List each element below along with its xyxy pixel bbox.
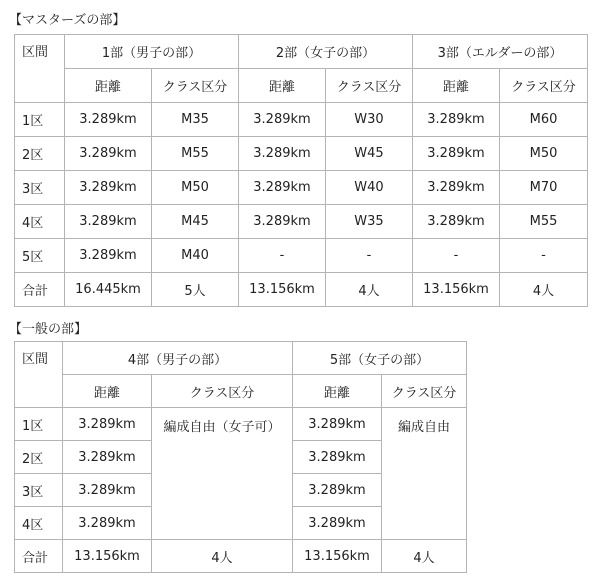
- general-distance-header: 距離: [293, 375, 382, 408]
- total-distance-cell: 16.445km: [65, 273, 152, 307]
- masters-corner-header: 区間: [15, 35, 65, 103]
- class-cell: M50: [152, 171, 239, 205]
- class-cell: M70: [500, 171, 588, 205]
- general-header-row: [15, 342, 467, 375]
- masters-distance-header: 距離: [239, 69, 326, 103]
- leg-label: 5区: [15, 239, 65, 273]
- total-count-cell: 5人: [152, 273, 239, 307]
- table-row: [15, 239, 588, 273]
- total-count-cell: 4人: [382, 540, 467, 573]
- distance-cell: 3.289km: [65, 171, 152, 205]
- distance-cell: 3.289km: [63, 507, 152, 540]
- class-cell: M35: [152, 103, 239, 137]
- division-5-class-note: 編成自由: [382, 408, 467, 540]
- distance-cell: 3.289km: [293, 408, 382, 441]
- class-cell: M55: [500, 205, 588, 239]
- distance-cell: 3.289km: [65, 205, 152, 239]
- class-cell: W40: [326, 171, 413, 205]
- total-row: [15, 540, 467, 573]
- distance-cell: 3.289km: [413, 137, 500, 171]
- masters-class-header: クラス区分: [500, 69, 588, 103]
- class-cell: -: [326, 239, 413, 273]
- masters-distance-header: 距離: [65, 69, 152, 103]
- class-cell: M50: [500, 137, 588, 171]
- masters-table: [14, 34, 588, 307]
- total-label: 合計: [15, 540, 63, 573]
- distance-cell: 3.289km: [293, 474, 382, 507]
- class-cell: M40: [152, 239, 239, 273]
- distance-cell: 3.289km: [239, 205, 326, 239]
- distance-cell: 3.289km: [65, 103, 152, 137]
- masters-header-row: [15, 35, 588, 69]
- distance-cell: 3.289km: [413, 205, 500, 239]
- general-subheader-row: [15, 375, 467, 408]
- total-distance-cell: 13.156km: [63, 540, 152, 573]
- division-4-class-note: 編成自由（女子可）: [152, 408, 293, 540]
- masters-class-header: クラス区分: [152, 69, 239, 103]
- distance-cell: 3.289km: [413, 171, 500, 205]
- general-division-4-header: 4部（男子の部）: [63, 342, 293, 375]
- distance-cell: 3.289km: [413, 103, 500, 137]
- total-count-cell: 4人: [326, 273, 413, 307]
- distance-cell: -: [239, 239, 326, 273]
- masters-section-title: 【マスターズの部】: [9, 13, 126, 28]
- masters-division-2-header: 2部（女子の部）: [239, 35, 413, 69]
- leg-label: 2区: [15, 137, 65, 171]
- distance-cell: 3.289km: [239, 171, 326, 205]
- leg-label: 1区: [15, 103, 65, 137]
- general-table: [14, 341, 467, 573]
- leg-label: 3区: [15, 171, 65, 205]
- distance-cell: 3.289km: [293, 507, 382, 540]
- class-cell: M45: [152, 205, 239, 239]
- class-cell: W45: [326, 137, 413, 171]
- leg-label: 3区: [15, 474, 63, 507]
- leg-label: 4区: [15, 205, 65, 239]
- class-cell: M60: [500, 103, 588, 137]
- total-count-cell: 4人: [500, 273, 588, 307]
- masters-division-1-header: 1部（男子の部）: [65, 35, 239, 69]
- leg-label: 2区: [15, 441, 63, 474]
- distance-cell: 3.289km: [239, 103, 326, 137]
- class-cell: M55: [152, 137, 239, 171]
- general-section-title: 【一般の部】: [9, 322, 88, 337]
- total-row: [15, 273, 588, 307]
- distance-cell: 3.289km: [239, 137, 326, 171]
- masters-distance-header: 距離: [413, 69, 500, 103]
- leg-label: 1区: [15, 408, 63, 441]
- general-corner-header: 区間: [15, 342, 63, 408]
- table-row: [15, 205, 588, 239]
- general-class-header: クラス区分: [382, 375, 467, 408]
- table-row: [15, 171, 588, 205]
- class-cell: -: [500, 239, 588, 273]
- distance-cell: 3.289km: [63, 474, 152, 507]
- total-distance-cell: 13.156km: [413, 273, 500, 307]
- general-distance-header: 距離: [63, 375, 152, 408]
- class-cell: W30: [326, 103, 413, 137]
- table-row: [15, 103, 588, 137]
- total-label: 合計: [15, 273, 65, 307]
- masters-class-header: クラス区分: [326, 69, 413, 103]
- leg-label: 4区: [15, 507, 63, 540]
- general-class-header: クラス区分: [152, 375, 293, 408]
- general-division-5-header: 5部（女子の部）: [293, 342, 467, 375]
- masters-division-3-header: 3部（エルダーの部）: [413, 35, 588, 69]
- distance-cell: 3.289km: [63, 408, 152, 441]
- distance-cell: 3.289km: [65, 137, 152, 171]
- distance-cell: 3.289km: [63, 441, 152, 474]
- distance-cell: -: [413, 239, 500, 273]
- masters-subheader-row: [15, 69, 588, 103]
- total-distance-cell: 13.156km: [239, 273, 326, 307]
- distance-cell: 3.289km: [65, 239, 152, 273]
- total-distance-cell: 13.156km: [293, 540, 382, 573]
- table-row: [15, 137, 588, 171]
- total-count-cell: 4人: [152, 540, 293, 573]
- table-row: [15, 408, 467, 441]
- distance-cell: 3.289km: [293, 441, 382, 474]
- class-cell: W35: [326, 205, 413, 239]
